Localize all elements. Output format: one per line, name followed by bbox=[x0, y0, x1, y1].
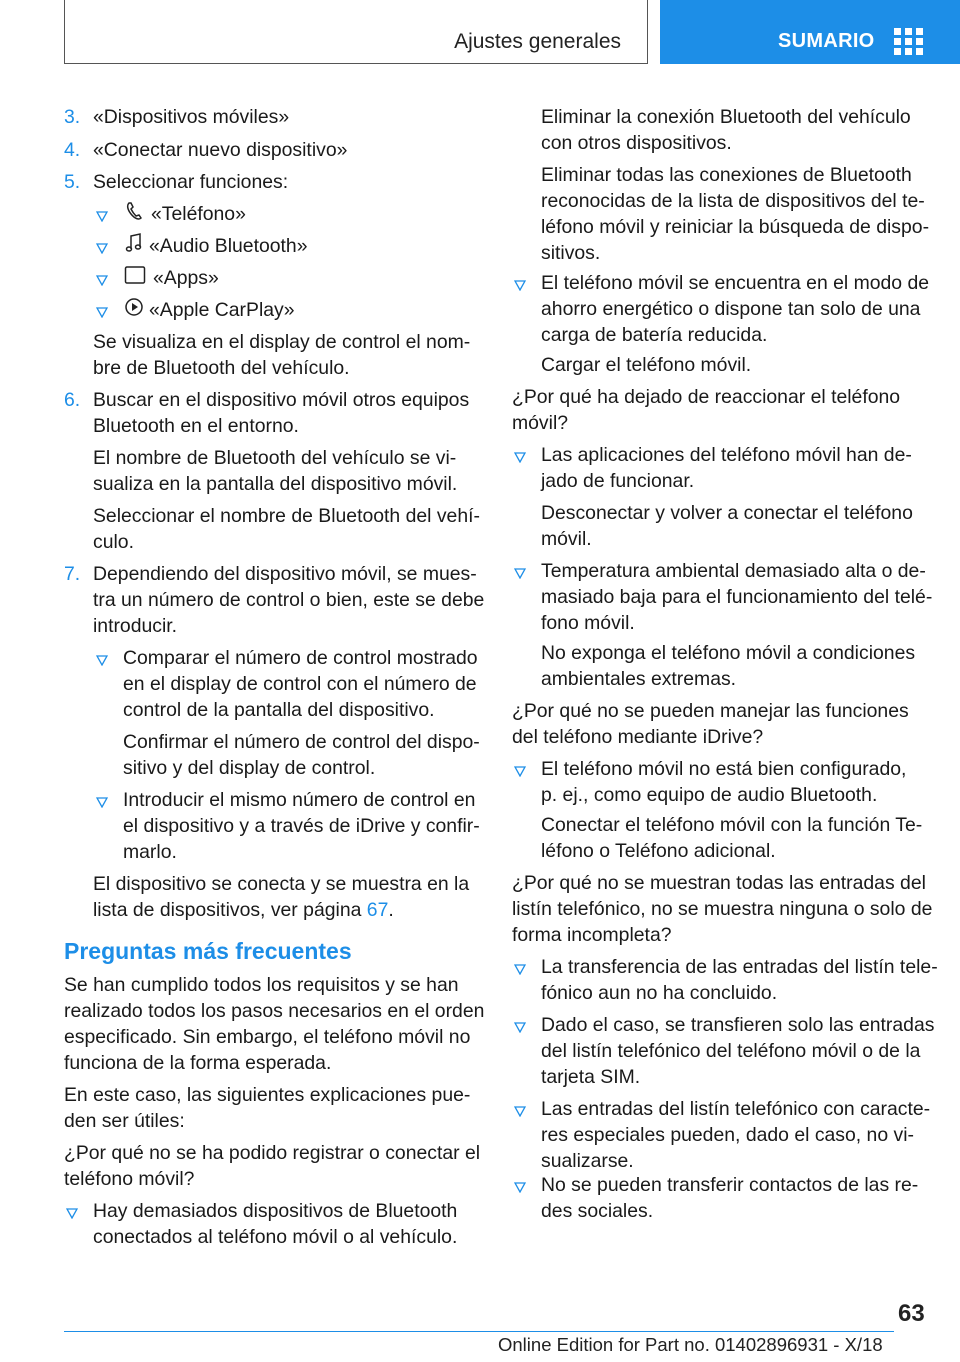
bullet-text: Temperatura ambiental demasiado alta o de- bbox=[541, 560, 926, 582]
step-text: «Dispositivos móviles» bbox=[93, 106, 290, 128]
question-text: teléfono móvil? bbox=[64, 1168, 195, 1190]
step-text: tra un número de control o bien, este se debe bbox=[93, 589, 485, 611]
body-text: Confirmar el número de control del dispo- bbox=[123, 731, 480, 753]
bullet-triangle-icon bbox=[92, 645, 114, 671]
bullet-text: en el display de control con el número de bbox=[123, 673, 477, 695]
header-section-tab bbox=[64, 0, 648, 64]
bullet-text: del listín telefónico del teléfono móvil o de la bbox=[541, 1040, 921, 1062]
sumario-label: SUMARIO bbox=[778, 30, 875, 52]
bullet-text: des sociales. bbox=[541, 1200, 654, 1222]
grid-menu-icon bbox=[894, 28, 924, 56]
bullet-text: El teléfono móvil no está bien configurado, bbox=[541, 758, 907, 780]
body-text: Cargar el teléfono móvil. bbox=[541, 354, 752, 376]
bullet-text: el dispositivo y a través de iDrive y confir- bbox=[123, 815, 480, 837]
bullet-text: masiado baja para el funcionamiento del telé- bbox=[541, 586, 933, 608]
step-number: 7. bbox=[64, 563, 81, 585]
bullet-text: Comparar el número de control mostrado bbox=[123, 647, 478, 669]
bullet-text: jado de funcionar. bbox=[541, 470, 695, 492]
step-number: 5. bbox=[64, 171, 81, 193]
question-text: ¿Por qué ha dejado de reaccionar el teléfono bbox=[512, 386, 901, 408]
question-text: forma incompleta? bbox=[512, 924, 672, 946]
body-text: culo. bbox=[93, 531, 134, 553]
step-number: 4. bbox=[64, 139, 81, 161]
bullet-text: Introducir el mismo número de control en bbox=[123, 789, 476, 811]
footer-edition-text: Online Edition for Part no. 01402896931 - X/18 bbox=[498, 1334, 883, 1355]
option-label: «Apple CarPlay» bbox=[149, 299, 295, 321]
question-text: del teléfono mediante iDrive? bbox=[512, 726, 764, 748]
step-text: Buscar en el dispositivo móvil otros equipos bbox=[93, 389, 470, 411]
bullet-triangle-icon bbox=[92, 787, 114, 813]
body-text: El dispositivo se conecta y se muestra en la bbox=[93, 873, 470, 895]
body-text: realizado todos los pasos necesarios en el orden bbox=[64, 1000, 485, 1022]
bullet-text: fónico aun no ha concluido. bbox=[541, 982, 778, 1004]
body-text: léfono móvil y reiniciar la búsqueda de dispo- bbox=[541, 216, 930, 238]
bullet-text: res especiales pueden, dado el caso, no vi- bbox=[541, 1124, 914, 1146]
bullet-triangle-icon bbox=[510, 954, 532, 980]
bullet-triangle-icon bbox=[92, 297, 114, 323]
sumario-button[interactable] bbox=[660, 0, 960, 64]
question-text: ¿Por qué no se ha podido registrar o conectar el bbox=[64, 1142, 481, 1164]
bullet-triangle-icon bbox=[510, 442, 532, 468]
bullet-text: No se pueden transferir contactos de las re- bbox=[541, 1174, 919, 1196]
option-label: «Apps» bbox=[153, 267, 219, 289]
step-text: Seleccionar funciones: bbox=[93, 171, 289, 193]
bullet-text: control de la pantalla del dispositivo. bbox=[123, 699, 435, 721]
step-text: Bluetooth en el entorno. bbox=[93, 415, 299, 437]
step-number: 3. bbox=[64, 106, 81, 128]
body-text: Eliminar la conexión Bluetooth del vehículo bbox=[541, 106, 911, 128]
question-text: ¿Por qué no se muestran todas las entradas del bbox=[512, 872, 926, 894]
carplay-icon bbox=[124, 296, 144, 318]
question-text: ¿Por qué no se pueden manejar las funciones bbox=[512, 700, 909, 722]
section-title: Ajustes generales bbox=[454, 30, 621, 53]
option-label: «Teléfono» bbox=[151, 203, 246, 225]
body-text: especificado. Sin embargo, el teléfono móvil no bbox=[64, 1026, 471, 1048]
music-note-icon bbox=[124, 232, 144, 254]
body-text: móvil. bbox=[541, 528, 592, 550]
body-text: Conectar el teléfono móvil con la función Te- bbox=[541, 814, 923, 836]
body-text: En este caso, las siguientes explicaciones pue- bbox=[64, 1084, 471, 1106]
bullet-text: Dado el caso, se transfieren solo las entradas bbox=[541, 1014, 935, 1036]
bullet-text: Hay demasiados dispositivos de Bluetooth bbox=[93, 1200, 458, 1222]
question-text: listín telefónico, no se muestra ninguna o solo de bbox=[512, 898, 933, 920]
bullet-text: Las aplicaciones del teléfono móvil han de- bbox=[541, 444, 912, 466]
bullet-triangle-icon bbox=[510, 1096, 532, 1122]
body-text: den ser útiles: bbox=[64, 1110, 185, 1132]
step-text: «Conectar nuevo dispositivo» bbox=[93, 139, 348, 161]
bullet-text: Las entradas del listín telefónico con caracte- bbox=[541, 1098, 931, 1120]
bullet-text: p. ej., como equipo de audio Bluetooth. bbox=[541, 784, 878, 806]
bullet-triangle-icon bbox=[510, 1172, 532, 1198]
body-text: Desconectar y volver a conectar el teléfono bbox=[541, 502, 913, 524]
body-text: sitivo y del display de control. bbox=[123, 757, 376, 779]
body-text: reconocidas de la lista de dispositivos del te- bbox=[541, 190, 925, 212]
body-text: El nombre de Bluetooth del vehículo se vi- bbox=[93, 447, 457, 469]
bullet-triangle-icon bbox=[62, 1198, 84, 1224]
bullet-triangle-icon bbox=[510, 558, 532, 584]
option-label: «Audio Bluetooth» bbox=[149, 235, 308, 257]
body-text: funciona de la forma esperada. bbox=[64, 1052, 332, 1074]
bullet-triangle-icon bbox=[510, 1012, 532, 1038]
body-text: con otros dispositivos. bbox=[541, 132, 732, 154]
bullet-text: El teléfono móvil se encuentra en el modo de bbox=[541, 272, 930, 294]
bullet-text: ahorro energético o dispone tan solo de una bbox=[541, 298, 921, 320]
body-text: sitivos. bbox=[541, 242, 601, 264]
period: . bbox=[388, 899, 394, 921]
page-reference-link[interactable]: 67 bbox=[366, 899, 389, 921]
bullet-triangle-icon bbox=[510, 270, 532, 296]
step-text: Dependiendo del dispositivo móvil, se mues- bbox=[93, 563, 477, 585]
body-text: lista de dispositivos, ver página bbox=[93, 899, 367, 921]
faq-heading: Preguntas más frecuentes bbox=[64, 938, 352, 964]
body-text: Eliminar todas las conexiones de Bluetooth bbox=[541, 164, 912, 186]
body-text: sualiza en la pantalla del dispositivo móvil. bbox=[93, 473, 458, 495]
bullet-text: carga de batería reducida. bbox=[541, 324, 768, 346]
body-text-with-link bbox=[93, 897, 394, 923]
bullet-triangle-icon bbox=[510, 756, 532, 782]
body-text: Se visualiza en el display de control el nom- bbox=[93, 331, 471, 353]
body-text: Se han cumplido todos los requisitos y se han bbox=[64, 974, 459, 996]
bullet-triangle-icon bbox=[92, 201, 114, 227]
body-text: Seleccionar el nombre de Bluetooth del vehí- bbox=[93, 505, 480, 527]
footer-divider bbox=[64, 1331, 894, 1332]
bullet-text: sualizarse. bbox=[541, 1150, 634, 1172]
bullet-triangle-icon bbox=[92, 233, 114, 259]
step-text: introducir. bbox=[93, 615, 178, 637]
bullet-text: fono móvil. bbox=[541, 612, 635, 634]
body-text: léfono o Teléfono adicional. bbox=[541, 840, 776, 862]
apps-icon bbox=[124, 264, 146, 286]
step-number: 6. bbox=[64, 389, 81, 411]
bullet-text: conectados al teléfono móvil o al vehículo. bbox=[93, 1226, 458, 1248]
body-text: No exponga el teléfono móvil a condiciones bbox=[541, 642, 916, 664]
question-text: móvil? bbox=[512, 412, 569, 434]
body-text: bre de Bluetooth del vehículo. bbox=[93, 357, 350, 379]
bullet-triangle-icon bbox=[92, 265, 114, 291]
bullet-text: marlo. bbox=[123, 841, 177, 863]
bullet-text: tarjeta SIM. bbox=[541, 1066, 641, 1088]
phone-icon bbox=[124, 200, 144, 222]
body-text: ambientales extremas. bbox=[541, 668, 737, 690]
page-number: 63 bbox=[898, 1300, 925, 1327]
bullet-text: La transferencia de las entradas del listín tele- bbox=[541, 956, 938, 978]
